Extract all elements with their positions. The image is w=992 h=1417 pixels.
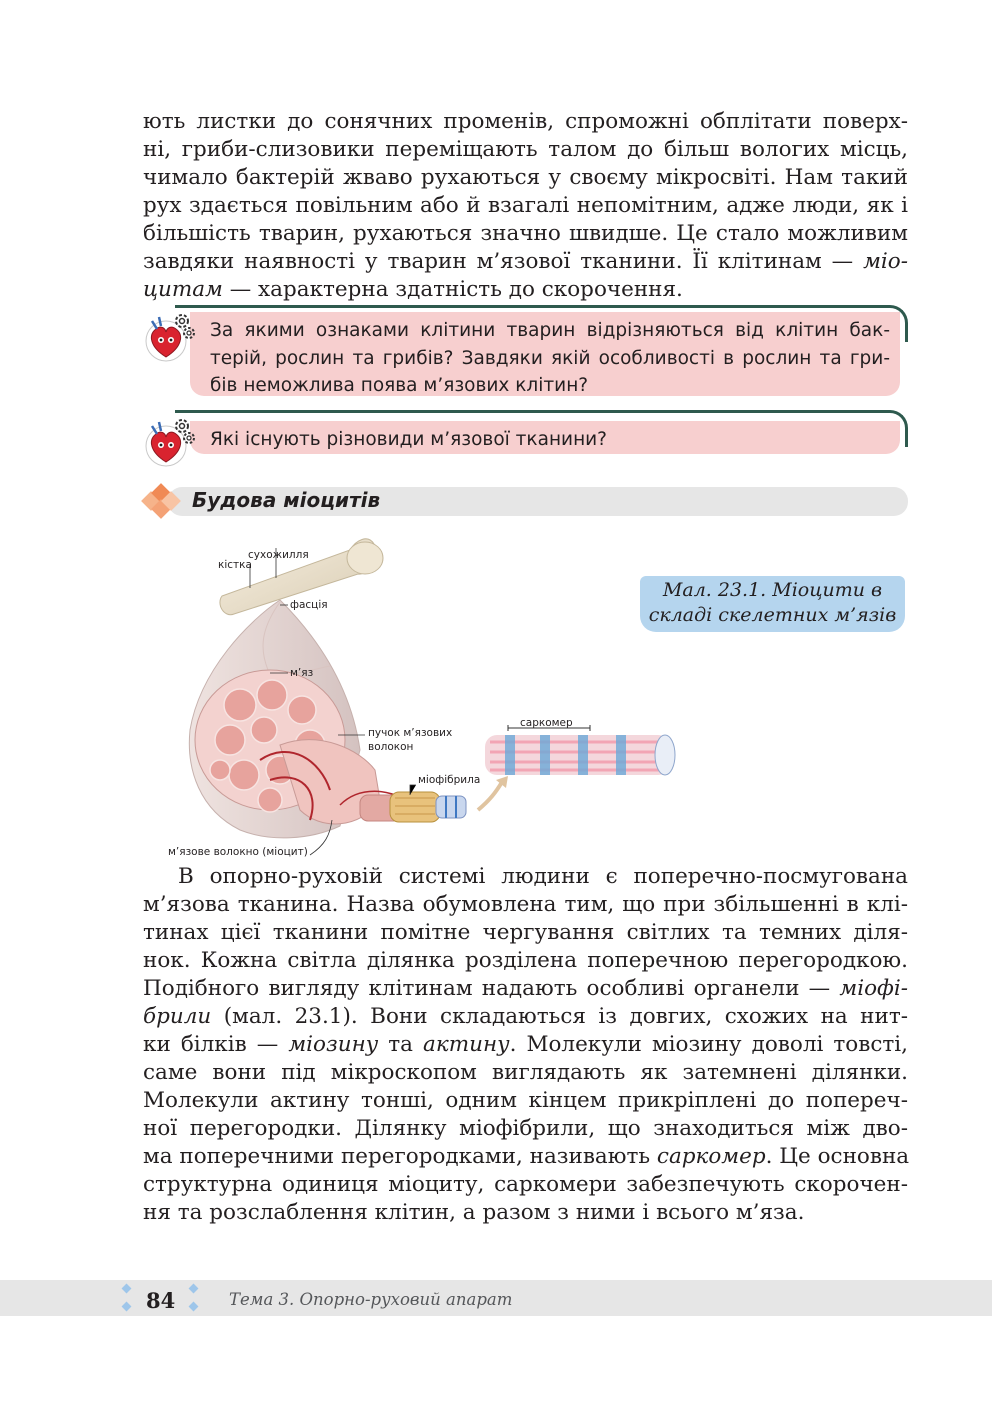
question-box-2: [190, 421, 900, 454]
label-myofibril: міофібрила: [418, 774, 481, 786]
text-run: . Молекули міозину доволі товсті,: [509, 1032, 908, 1057]
label-tendon: сухожилля: [248, 549, 309, 561]
text-line: чимало бактерій жваво рухаються у своєму мікросвіті. Нам такий: [143, 165, 908, 190]
label-muscle: м’яз: [290, 667, 314, 679]
text-run: . Це основна: [765, 1144, 910, 1169]
question-box-1: [190, 312, 900, 396]
text-line: нок. Кожна світла ділянка розділена поперечною перегородкою.: [143, 948, 908, 973]
label-bundle: пучок м’язових: [368, 727, 453, 739]
paragraph-intro: [143, 108, 908, 304]
text-line: рух здається повільним або й взагалі непомітним, адже люди, як і: [143, 193, 908, 218]
label-bundle-2: волокон: [368, 741, 414, 753]
running-footer-title: Тема 3. Опорно-руховий апарат: [229, 1290, 513, 1309]
text-line: [143, 276, 908, 304]
text-line: ють листки до сонячних променів, спроможні обплітати поверх-: [143, 109, 908, 134]
question-line: За якими ознаками клітини тварин відрізняються від клітин бак-: [210, 320, 890, 341]
question-line: Які існують різновиди м’язової тканини?: [210, 429, 608, 450]
label-bone: кістка: [218, 559, 252, 571]
muscle-structure-illustration: [160, 530, 700, 860]
term-myosin: міозину: [288, 1032, 379, 1057]
text-line: Молекули актину тонші, одним кінцем прикріплені до попереч-: [143, 1088, 908, 1113]
text-line: ня та розслаблення клітин, а разом з ними і всього м’яза.: [143, 1200, 805, 1225]
text-line: більшість тварин, рухаються значно швидше. Це стало можливим: [143, 221, 908, 246]
text-run: ки білків —: [143, 1032, 289, 1057]
text-line: тинах цієї тканини помітне чергування світлих та темних діля-: [143, 920, 908, 945]
text-run: Подібного вигляду клітинам надають особливі органели —: [143, 976, 840, 1001]
term-myofibrils: міофі-: [839, 976, 908, 1001]
figure-caption: [640, 576, 905, 632]
text-run: завдяки наявності у тварин м’язової тканини. Її клітинам —: [143, 249, 864, 274]
text-line: саме вони під мікроскопом виглядають як затемнені ділянки.: [143, 1060, 908, 1085]
text-run: — характерна здатність до скорочення.: [222, 277, 683, 302]
term-miocity: міо-: [863, 249, 908, 274]
term-myofibrils-end: брили: [143, 1004, 212, 1029]
text-line: [143, 975, 908, 1003]
diamond-bullet-icon: [140, 482, 184, 522]
text-run: ма поперечними перегородками, називають: [143, 1144, 657, 1169]
heart-gears-icon: [140, 412, 198, 470]
text-line: [143, 248, 908, 276]
text-run: (мал. 23.1). Вони складаються із довгих, схожих на нит-: [211, 1004, 908, 1029]
label-sarcomere: саркомер: [520, 717, 573, 729]
text-run: та: [378, 1032, 424, 1057]
text-line: [143, 1003, 908, 1031]
text-line: ні, гриби-слизовики переміщають талом до більш вологих місць,: [143, 137, 908, 162]
label-fascia: фасція: [290, 599, 328, 611]
caption-line: Мал. 23.1. Міоцити в: [662, 579, 883, 601]
term-actin: актину: [423, 1032, 510, 1057]
text-line: структурна одиниця міоциту, саркомери забезпечують скорочен-: [143, 1172, 908, 1197]
page-number: 84: [146, 1288, 176, 1313]
text-line: [143, 1143, 908, 1171]
text-line: [143, 1031, 908, 1059]
caption-line: складі скелетних м’язів: [648, 604, 897, 626]
term-sarcomere: саркомер: [656, 1144, 766, 1169]
text-line: ної перегородки. Ділянку міофібрили, що знаходиться між дво-: [143, 1116, 908, 1141]
label-fiber: м’язове волокно (міоцит): [168, 846, 308, 858]
section-title: Будова міоцитів: [192, 488, 381, 512]
paragraph-main: [143, 863, 908, 1227]
question-line: бів неможлива поява м’язових клітин?: [210, 375, 589, 396]
text-line: м’язова тканина. Назва обумовлена тим, що при збільшенні в клі-: [143, 892, 908, 917]
text-line: В опорно-руховій системі людини є поперечно-посмугована: [178, 864, 908, 889]
heart-gears-icon: [140, 307, 198, 365]
term-miocity-end: цитам: [143, 277, 223, 302]
question-line: терій, рослин та грибів? Завдяки якій особливості в рослин та гри-: [210, 347, 890, 369]
